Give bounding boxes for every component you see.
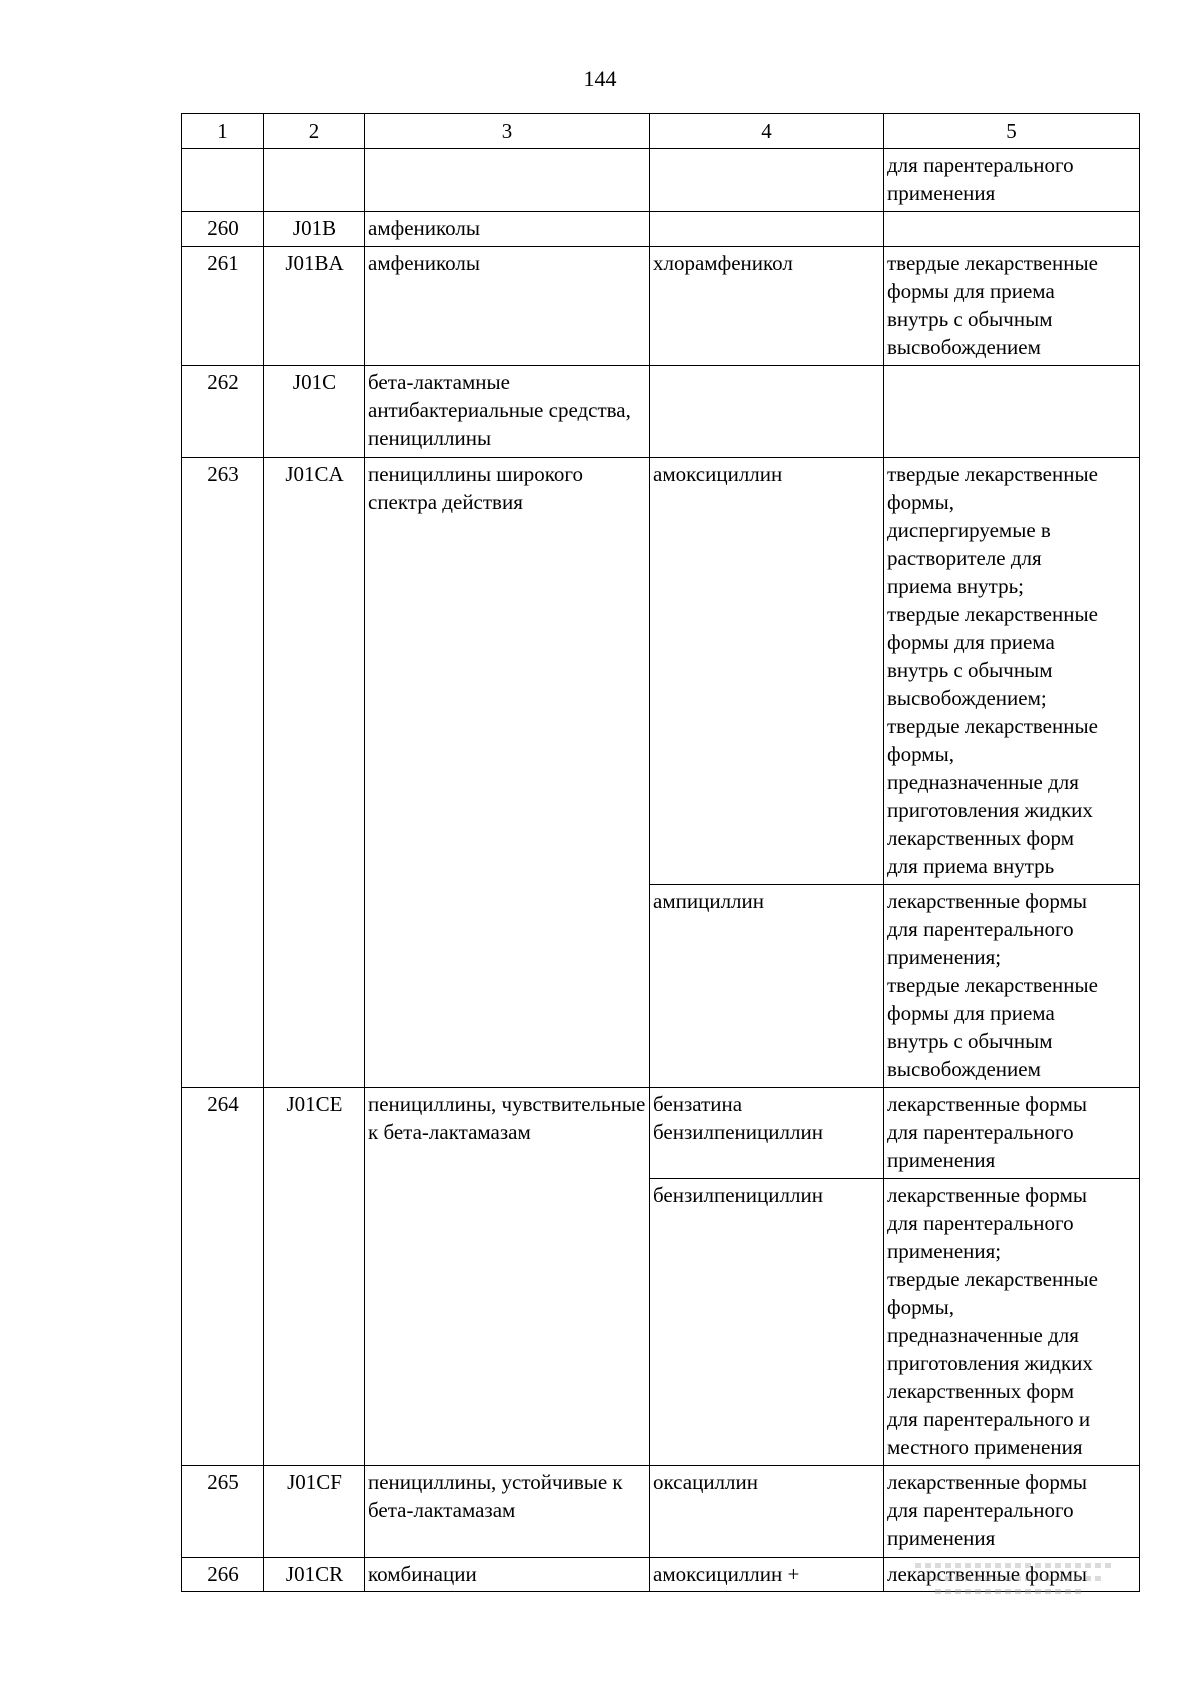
drug-name-cell: амоксициллин [650, 458, 884, 885]
drug-name-cell [650, 149, 884, 212]
atc-code-cell: J01BA [264, 247, 365, 366]
drug-name-cell: хлорамфеникол [650, 247, 884, 366]
table-row [182, 247, 1140, 366]
dosage-form-cell: лекарственные формы [884, 1558, 1140, 1592]
atc-code-cell: J01C [264, 366, 365, 458]
row-number-cell: 266 [182, 1558, 264, 1592]
table-row [182, 366, 1140, 458]
row-number-cell: 265 [182, 1466, 264, 1558]
drug-name-cell: бензатина бензилпенициллин [650, 1088, 884, 1179]
group-name-cell: комбинации [365, 1558, 650, 1592]
group-name-cell: амфениколы [365, 247, 650, 366]
atc-code-cell: J01CA [264, 458, 365, 1088]
dosage-form-cell: для парентерального применения [884, 149, 1140, 212]
column-header: 2 [264, 114, 365, 149]
drug-name-cell [650, 212, 884, 247]
dosage-form-cell [884, 212, 1140, 247]
group-name-cell [365, 149, 650, 212]
atc-code-cell: J01CR [264, 1558, 365, 1592]
group-name-cell: бета-лактамные антибактериальные средства, пенициллины [365, 366, 650, 458]
row-number-cell: 260 [182, 212, 264, 247]
dosage-form-cell: твердые лекарственные формы для приема внутрь с обычным высвобождением [884, 247, 1140, 366]
column-header: 3 [365, 114, 650, 149]
atc-code-cell: J01CE [264, 1088, 365, 1466]
drug-name-cell: оксациллин [650, 1466, 884, 1558]
row-number-cell: 261 [182, 247, 264, 366]
column-header: 5 [884, 114, 1140, 149]
row-number-cell: 262 [182, 366, 264, 458]
row-number-cell [182, 149, 264, 212]
atc-code-cell [264, 149, 365, 212]
faint-stamp-mark [915, 1555, 1130, 1625]
group-name-cell: пенициллины, устойчивые к бета-лактамазам [365, 1466, 650, 1558]
page-number: 144 [583, 66, 617, 91]
dosage-form-cell: твердые лекарственные формы, диспергируемые в растворителе для приема внутрь; твердые лекарственные формы для приема внутрь с обычным высвобождением; твердые лекарственные формы, предназначенные для приготовления жидких лекарственных форм для приема внутрь [884, 458, 1140, 885]
column-header: 4 [650, 114, 884, 149]
drug-list-table [181, 113, 1140, 1592]
column-header: 1 [182, 114, 264, 149]
row-number-cell: 264 [182, 1088, 264, 1466]
dosage-form-cell: лекарственные формы для парентерального применения [884, 1466, 1140, 1558]
drug-name-cell: ампициллин [650, 885, 884, 1088]
table-row [182, 149, 1140, 212]
row-number-cell: 263 [182, 458, 264, 1088]
dosage-form-cell: лекарственные формы для парентерального применения; твердые лекарственные формы, предназначенные для приготовления жидких лекарственных форм для парентерального и местного применения [884, 1179, 1140, 1466]
table-row [182, 1088, 1140, 1179]
group-name-cell: пенициллины широкого спектра действия [365, 458, 650, 1088]
atc-code-cell: J01CF [264, 1466, 365, 1558]
table-row [182, 1466, 1140, 1558]
atc-code-cell: J01B [264, 212, 365, 247]
table-row [182, 212, 1140, 247]
drug-name-cell [650, 366, 884, 458]
table-row [182, 458, 1140, 885]
dosage-form-cell: лекарственные формы для парентерального применения; твердые лекарственные формы для приема внутрь с обычным высвобождением [884, 885, 1140, 1088]
drug-name-cell: амоксициллин + [650, 1558, 884, 1592]
dosage-form-cell [884, 366, 1140, 458]
table-header-row [182, 114, 1140, 149]
group-name-cell: амфениколы [365, 212, 650, 247]
drug-name-cell: бензилпенициллин [650, 1179, 884, 1466]
dosage-form-cell: лекарственные формы для парентерального применения [884, 1088, 1140, 1179]
group-name-cell: пенициллины, чувствительные к бета-лактамазам [365, 1088, 650, 1466]
